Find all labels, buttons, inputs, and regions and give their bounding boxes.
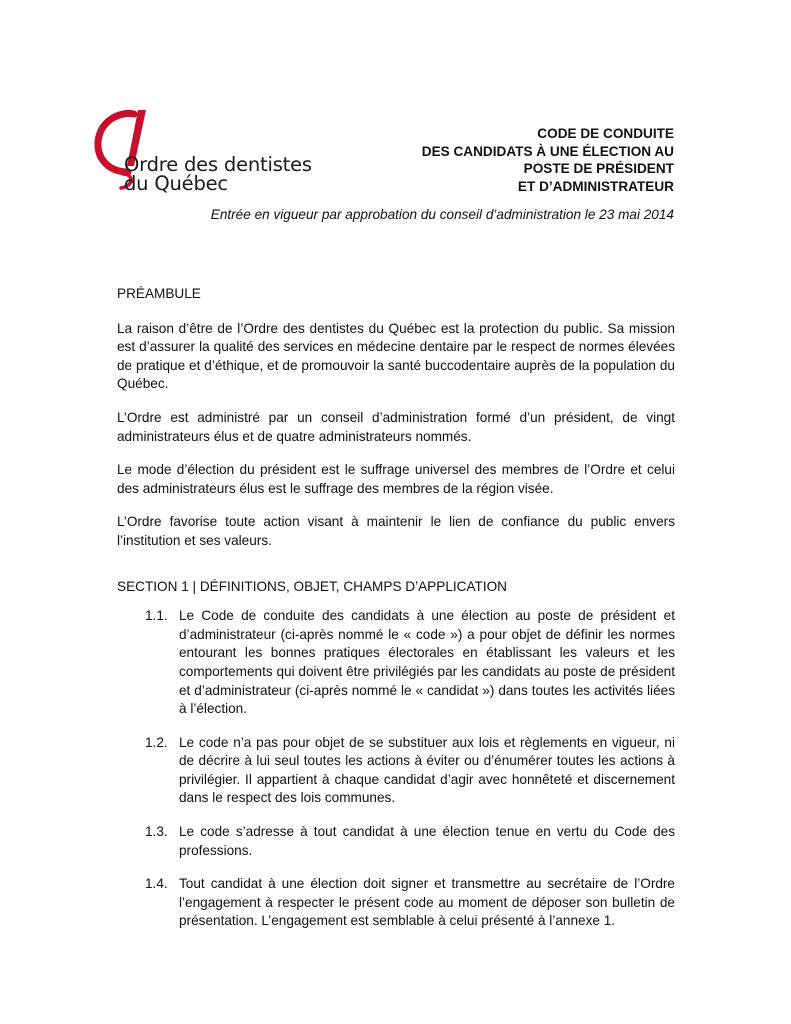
- title-line: DES CANDIDATS À UNE ÉLECTION AU: [421, 143, 674, 159]
- preamble-paragraph: Le mode d’élection du président est le suffrage universel des membres de l’Ordre et celui des administrateurs élus est le suffrage des membres de la région visée.: [117, 462, 675, 496]
- item-number: 1.1.: [145, 608, 168, 624]
- list-item: [117, 875, 675, 931]
- list-item: [117, 607, 675, 719]
- logo-text-line1: Ordre des dentistes: [124, 153, 312, 176]
- list-item: [117, 823, 675, 860]
- item-number: 1.2.: [145, 734, 168, 750]
- item-text: Le code n’a pas pour objet de se substituer aux lois et règlements en vigueur, ni de décrire à lui seul toutes les actions à éviter ou d’énumérer toutes les actions à privilégier. Il appartient à chaque candidat d’agir avec honnêteté et discernement dans le respect des lois communes.: [179, 734, 675, 806]
- logo-text-line2: du Québec: [124, 172, 228, 195]
- preamble-paragraph: La raison d’être de l’Ordre des dentistes du Québec est la protection du public. Sa mission est d’assurer la qualité des services en médecine dentaire par le respect de normes élevées de pratique et d’éthique, et de promouvoir la santé buccodentaire auprès de la population du Québec.: [117, 320, 675, 392]
- title-line: CODE DE CONDUITE: [537, 126, 674, 141]
- item-text: Le code s’adresse à tout candidat à une élection tenue en vertu du Code des professions.: [179, 824, 675, 858]
- list-item: [117, 734, 675, 808]
- item-number: 1.3.: [145, 824, 168, 840]
- effective-date-note: Entrée en vigueur par approbation du conseil d’administration le 23 mai 2014: [210, 207, 674, 222]
- item-text: Tout candidat à une élection doit signer et transmettre au secrétaire de l’Ordre l’engagement à respecter le présent code au moment de déposer son bulletin de présentation. L’engagement est semblable à celui présenté à l’annexe 1.: [179, 876, 675, 929]
- document-title: [354, 125, 674, 195]
- section-1-heading: SECTION 1 | DÉFINITIONS, OBJET, CHAMPS D’APPLICATION: [117, 578, 508, 594]
- organization-logo: [94, 108, 312, 195]
- preamble-heading: PRÉAMBULE: [117, 286, 201, 301]
- item-number: 1.4.: [145, 876, 168, 892]
- document-body: [117, 285, 675, 946]
- title-line: ET D’ADMINISTRATEUR: [517, 178, 674, 194]
- preamble-paragraph: L’Ordre est administré par un conseil d’administration formé d’un président, de vingt administrateurs élus et de quatre administrateurs nommés.: [117, 409, 675, 444]
- item-text: Le Code de conduite des candidats à une élection au poste de président et d’administrateur (ci-après nommé le « code ») a pour objet de définir les normes entourant les bonnes pratiques électorales en établissant les valeurs et les comportements qui doivent être privilégiés par les candidats au poste de président et d’administrateur (ci-après nommé le « candidat ») dans toutes les activités liées à l’élection.: [179, 608, 675, 717]
- preamble-paragraph: L’Ordre favorise toute action visant à maintenir le lien de confiance du public envers l’institution et ses valeurs.: [117, 514, 675, 548]
- title-line: POSTE DE PRÉSIDENT: [523, 161, 674, 176]
